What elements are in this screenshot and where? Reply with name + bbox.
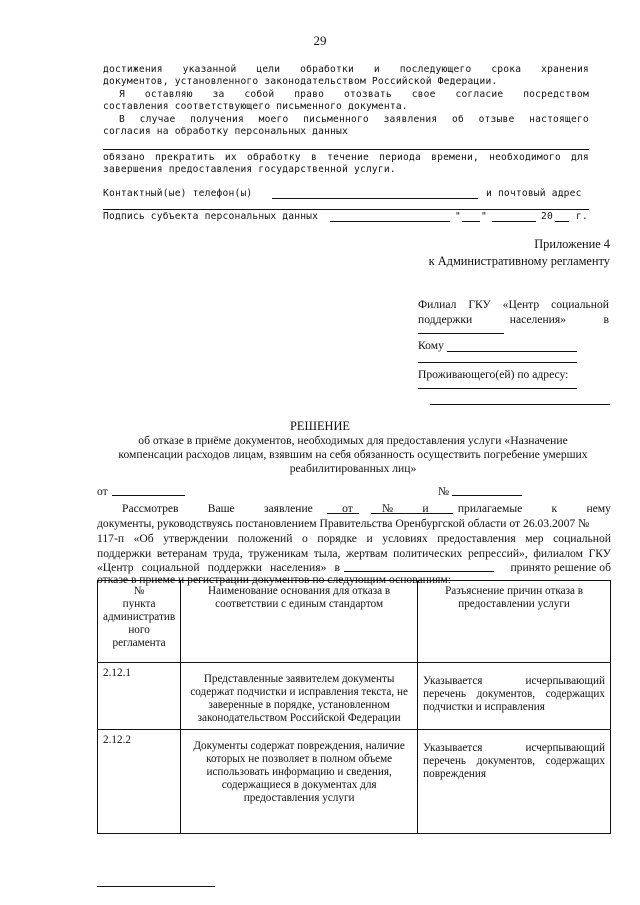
decision-para-line-5b: принято решение об <box>510 561 611 574</box>
consent-word: последующего <box>399 64 472 75</box>
residence-label: Проживающего(ей) по адресу: <box>418 368 569 381</box>
to-field-2[interactable] <box>418 362 577 363</box>
consent-word: срока <box>491 64 522 75</box>
table-header-point-line: ного <box>128 624 150 636</box>
consent-word: их <box>224 152 237 163</box>
consent-word: собой <box>244 89 275 100</box>
consent-word: моего <box>258 114 289 125</box>
decision-word: Рассмотрев <box>122 502 179 515</box>
decision-word: прилагаемые <box>457 502 523 515</box>
decision-word: социальной <box>141 561 200 574</box>
decision-word: от <box>342 502 353 515</box>
table-header-point-line: административ <box>103 611 176 623</box>
decision-word: и <box>422 502 429 515</box>
postal-address-label: и почтовый адрес <box>486 188 582 199</box>
decision-para-line-2: документы, руководствуясь постановлением Правительства Оренбургской области от 26.03.2007 № <box>97 517 590 530</box>
appendix-subtitle: к Административному регламенту <box>428 254 610 268</box>
consent-line-5 <box>119 114 589 125</box>
date-year-prefix: 20 <box>541 211 553 222</box>
consent-word: периода <box>379 152 421 163</box>
row-reason: Документы содержат повреждения, наличие которых не позволяет в полном объеме использовать информацию и сведения, содержащиеся в документах для предоставления услуги <box>181 730 418 834</box>
date-month-field[interactable] <box>492 221 536 222</box>
branch-word: ГКУ <box>468 298 491 311</box>
footnote-rule <box>97 886 215 887</box>
date-year-field[interactable] <box>555 221 569 222</box>
table-header-point-line: пункта <box>122 598 156 610</box>
application-number-field[interactable] <box>371 513 453 514</box>
consent-word: в <box>310 152 317 163</box>
consent-word: необходимого <box>489 152 561 163</box>
decision-word: № <box>382 502 394 515</box>
table-header-explanation: Разъяснение причин отказа в предоставлении услуги <box>418 581 611 663</box>
consent-line-8: завершения предоставления государственной услуги. <box>103 164 396 175</box>
row-explanation: Указывается исчерпывающий перечень документов, содержащих подчистки и исправления <box>418 663 611 730</box>
consent-word: случае <box>139 114 176 125</box>
consent-word: письменного <box>303 114 369 125</box>
decision-word: «Центр <box>97 561 134 574</box>
page-number: 29 <box>313 33 327 48</box>
consent-line-4: составления соответствующего письменного документа. <box>103 101 408 112</box>
consent-word: хранения <box>541 64 589 75</box>
decision-word: заявление <box>263 502 313 515</box>
consent-line-2: документов, установленного законодательством Российской Федерации. <box>103 76 498 87</box>
residence-field-2[interactable] <box>430 404 610 405</box>
to-field[interactable] <box>447 351 577 352</box>
consent-word: свое <box>411 89 436 100</box>
row-explanation: Указывается исчерпывающий перечень документов, содержащих повреждения <box>418 730 611 834</box>
table-header-reason: Наименование основания для отказа в соответствии с единым стандартом <box>181 581 418 663</box>
consent-word: для <box>570 152 589 163</box>
decision-para-line-3: 117-п «Об утверждении положений о порядке и условиях предоставления мер социальной <box>97 532 611 545</box>
consent-word: и <box>373 64 380 75</box>
refusal-reasons-table <box>97 580 611 834</box>
consent-word: обработки <box>300 64 354 75</box>
branch-location-field[interactable] <box>418 333 504 334</box>
consent-word: отозвать <box>343 89 392 100</box>
table-row <box>98 663 611 730</box>
decision-number-label: № <box>438 485 450 498</box>
signature-field[interactable] <box>330 221 450 222</box>
consent-word: обработку <box>247 152 301 163</box>
consent-blank-line[interactable] <box>103 149 589 150</box>
consent-word: цели <box>256 64 281 75</box>
table-header-point-line: № <box>133 585 145 597</box>
date-quote-open: " <box>455 211 461 222</box>
consent-word: отзыве <box>478 114 515 125</box>
row-reason: Представленные заявителем документы содержат подчистки и исправления текста, не заверенные в порядке, установленном законодательством Российской Федерации <box>181 663 418 730</box>
branch-word: социальной <box>551 298 609 311</box>
branch-word: населения» <box>509 313 567 326</box>
branch-line-2 <box>418 313 609 326</box>
consent-word: В <box>119 114 125 125</box>
decision-para-line-1 <box>122 502 611 515</box>
date-quote-close: " <box>481 211 487 222</box>
date-day-field[interactable] <box>462 221 480 222</box>
decision-location-field[interactable] <box>344 571 494 572</box>
consent-line-3 <box>119 89 589 100</box>
consent-word: за <box>212 89 225 100</box>
residence-field[interactable] <box>418 388 577 389</box>
decision-word: нему <box>586 502 611 515</box>
contact-phone-label: Контактный(ые) телефон(ы) <box>103 188 253 199</box>
consent-word: получения <box>190 114 244 125</box>
date-year-suffix: г. <box>576 211 588 222</box>
consent-word: настоящего <box>529 114 589 125</box>
consent-line-1 <box>103 64 589 75</box>
consent-word: согласие <box>455 89 504 100</box>
consent-word: оставляю <box>144 89 193 100</box>
from-label: от <box>97 485 108 498</box>
row-point: 2.12.2 <box>98 730 181 834</box>
decision-date-field[interactable] <box>112 495 185 496</box>
consent-word: прекратить <box>155 152 215 163</box>
consent-word: право <box>294 89 325 100</box>
appendix-title: Приложение 4 <box>534 237 610 251</box>
contact-phone-field[interactable] <box>272 198 478 199</box>
decision-subheading: об отказе в приёме документов, необходимых для предоставления услуги «Назначение компенсации расходов лицам, взявшим на себя обязанность осуществить погребение умерших реабилитированных лиц» <box>118 434 588 475</box>
consent-word: указанной <box>182 64 237 75</box>
decision-word: Ваше <box>207 502 235 515</box>
consent-line-7 <box>103 152 589 163</box>
branch-word: в <box>603 313 609 326</box>
decision-para-line-6: отказе в приеме и регистрации документов по следующим основаниям: <box>97 573 451 586</box>
decision-word: поддержки <box>207 561 262 574</box>
table-row <box>98 730 611 834</box>
consent-word: обязано <box>103 152 145 163</box>
table-header-point <box>98 581 181 663</box>
signature-label: Подпись субъекта персональных данных <box>103 211 319 222</box>
consent-word: об <box>452 114 464 125</box>
decision-number-field[interactable] <box>452 495 522 496</box>
branch-word: Филиал <box>418 298 457 311</box>
consent-word: течение <box>327 152 369 163</box>
application-date-field[interactable] <box>327 513 359 514</box>
consent-word: времени, <box>431 152 479 163</box>
to-label: Кому <box>418 339 444 352</box>
table-header-point-line: регламента <box>112 637 166 649</box>
consent-word: заявления <box>383 114 438 125</box>
consent-word: посредством <box>523 89 589 100</box>
consent-word: Я <box>119 89 125 100</box>
postal-address-field[interactable] <box>103 209 589 210</box>
decision-para-line-4: поддержки ветеранам труда, труженикам тыла, жертвам политических репрессий», филиалом ГКУ <box>97 547 611 560</box>
decision-heading: РЕШЕНИЕ <box>290 419 350 433</box>
consent-line-6: согласия на обработку персональных данных <box>103 126 349 137</box>
branch-line-1 <box>418 298 609 311</box>
decision-word: в <box>334 561 340 574</box>
branch-word: поддержки <box>418 313 473 326</box>
decision-word: к <box>551 502 558 515</box>
branch-word: «Центр <box>502 298 540 311</box>
decision-word: населения» <box>270 561 327 574</box>
consent-word: достижения <box>103 64 163 75</box>
row-point: 2.12.1 <box>98 663 181 730</box>
